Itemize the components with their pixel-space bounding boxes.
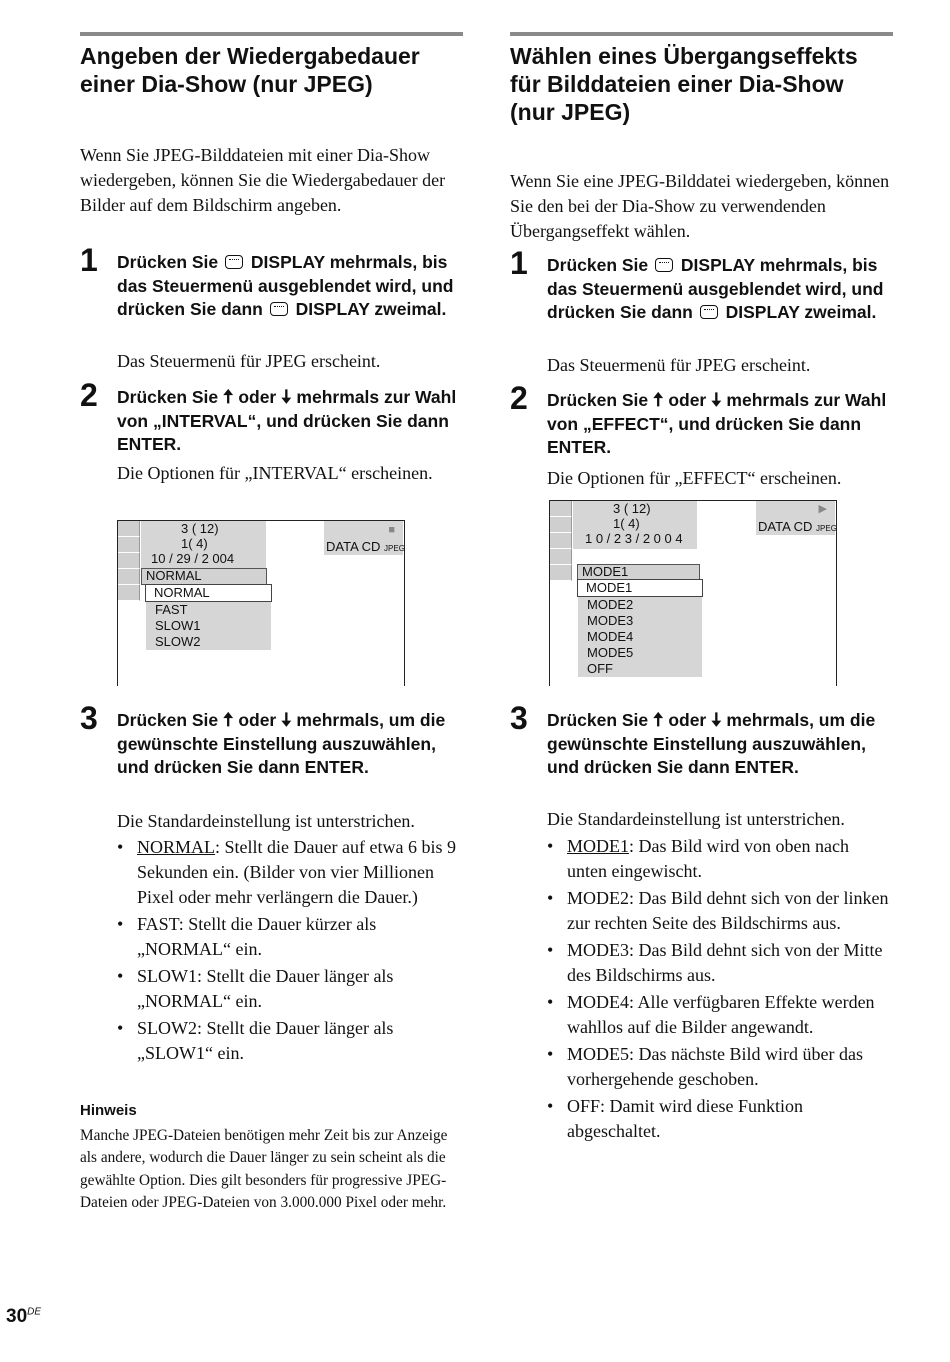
display-button-icon (700, 305, 718, 319)
step-number: 2 (510, 380, 528, 416)
display-button-icon (225, 255, 243, 269)
display-button-icon (655, 258, 673, 272)
list-item: • SLOW2: Stellt die Dauer länger als „SLOW1“ ein. (117, 1016, 463, 1066)
osd-option: MODE4 (587, 629, 634, 644)
arrow-down-icon: 🠇 (711, 390, 722, 411)
step-instruction: Drücken Sie 🠅 oder 🠇 mehrmals zur Wahl von „INTERVAL“, und drücken Sie dann ENTER. (117, 387, 457, 454)
step-number: 3 (510, 700, 528, 736)
section-rule (510, 32, 893, 36)
options-list (117, 835, 463, 1068)
list-item: • MODE1: Das Bild wird von oben nach unten eingewischt. (547, 834, 893, 884)
step-instruction: Drücken Sie 🠅 oder 🠇 mehrmals, um die gewünschte Einstellung auszuwählen, und drücken Sie dann ENTER. (547, 710, 876, 777)
step-number: 3 (80, 700, 98, 736)
osd-option: MODE5 (587, 645, 634, 660)
osd-option: MODE1 (577, 579, 703, 597)
osd-option: SLOW1 (155, 618, 201, 633)
osd-option: FAST (155, 602, 188, 617)
arrow-up-icon: 🠅 (653, 390, 664, 411)
step-number: 1 (80, 242, 98, 278)
hint-text: Manche JPEG-Dateien benötigen mehr Zeit bis zur Anzeige als andere, wodurch die Dauer länger zu sein scheint als die gewählte Option. Dies gilt besonders für progressive JPEG-Dateien oder JPEG-Dateien von 3.000.000 Pixel oder mehr. (80, 1127, 448, 1211)
osd-option: MODE3 (587, 613, 634, 628)
list-item: • OFF: Damit wird diese Funktion abgeschaltet. (547, 1094, 893, 1144)
arrow-down-icon: 🠇 (711, 710, 722, 731)
step-number: 1 (510, 245, 528, 281)
list-item: • MODE2: Das Bild dehnt sich von der linken zur rechten Seite des Bildschirms aus. (547, 886, 893, 936)
osd-option: SLOW2 (155, 634, 201, 649)
list-item: • FAST: Stellt die Dauer kürzer als „NORMAL“ ein. (117, 912, 463, 962)
step-instruction: Drücken Sie 🠅 oder 🠇 mehrmals zur Wahl von „EFFECT“, und drücken Sie dann ENTER. (547, 390, 887, 457)
section-title: Wählen eines Übergangseffekts für Bilddateien einer Dia-Show (nur JPEG) (510, 43, 858, 125)
arrow-down-icon: 🠇 (281, 710, 292, 731)
section-rule (80, 32, 463, 36)
osd-screen (117, 520, 405, 686)
osd-options-list (578, 579, 702, 677)
osd-status-panel: ▶ DATA CD JPEG (758, 503, 837, 534)
osd-option: OFF (587, 661, 613, 676)
osd-screen (549, 500, 837, 686)
display-button-icon (270, 302, 288, 316)
osd-option: NORMAL (145, 584, 272, 602)
list-item: • NORMAL: Stellt die Dauer auf etwa 6 bis 9 Sekunden ein. (Bilder von vier Millionen Pixel oder mehr verlängern die Dauer.) (117, 835, 463, 910)
section-title: Angeben der Wiedergabedauer einer Dia-Show (nur JPEG) (80, 43, 420, 97)
intro-paragraph: Wenn Sie JPEG-Bilddateien mit einer Dia-Show wiedergeben, können Sie die Wiedergabedauer der Bilder auf dem Bildschirm angeben. (80, 145, 446, 215)
step-instruction: Drücken Sie 🠅 oder 🠇 mehrmals, um die gewünschte Einstellung auszuwählen, und drücken Sie dann ENTER. (117, 710, 446, 777)
osd-selected-item: MODE1 (577, 564, 700, 580)
osd-menu-icons (550, 501, 572, 581)
options-list (547, 834, 893, 1146)
step-result: Die Standardeinstellung ist unterstrichen. (117, 811, 415, 831)
osd-menu-icons (118, 521, 140, 601)
step-result: Das Steuermenü für JPEG erscheint. (117, 351, 381, 371)
step-instruction: Drücken Sie DISPLAY mehrmals, bis das Steuermenü ausgeblendet wird, und drücken Sie dann DISPLAY zweimal. (117, 252, 454, 319)
list-item: • SLOW1: Stellt die Dauer länger als „NORMAL“ ein. (117, 964, 463, 1014)
osd-selected-item: NORMAL (141, 568, 267, 585)
arrow-up-icon: 🠅 (223, 710, 234, 731)
step-number: 2 (80, 377, 98, 413)
arrow-down-icon: 🠇 (281, 387, 292, 408)
step-result: Das Steuermenü für JPEG erscheint. (547, 355, 811, 375)
list-item: • MODE4: Alle verfügbaren Effekte werden wahllos auf die Bilder angewandt. (547, 990, 893, 1040)
intro-paragraph: Wenn Sie eine JPEG-Bilddatei wiedergeben, können Sie den bei der Dia-Show zu verwendenden Übergangseffekt wählen. (510, 171, 890, 241)
page-number: 30DE (6, 1306, 42, 1327)
list-item: • MODE5: Das nächste Bild wird über das vorhergehende geschoben. (547, 1042, 893, 1092)
step-result: Die Optionen für „INTERVAL“ erscheinen. (117, 463, 433, 483)
step-instruction: Drücken Sie DISPLAY mehrmals, bis das Steuermenü ausgeblendet wird, und drücken Sie dann DISPLAY zweimal. (547, 255, 884, 322)
osd-option: MODE2 (587, 597, 634, 612)
osd-info-panel: 3 ( 12) 1( 4) 10 / 29 / 2 004 (141, 521, 266, 568)
arrow-up-icon: 🠅 (223, 387, 234, 408)
step-result: Die Standardeinstellung ist unterstrichen. (547, 809, 845, 829)
step-result: Die Optionen für „EFFECT“ erscheinen. (547, 468, 842, 488)
list-item: • MODE3: Das Bild dehnt sich von der Mitte des Bildschirms aus. (547, 938, 893, 988)
hint-title: Hinweis (80, 1102, 137, 1119)
play-icon: ▶ (818, 503, 827, 515)
osd-options-list (146, 584, 271, 650)
arrow-up-icon: 🠅 (653, 710, 664, 731)
osd-info-panel: 3 ( 12) 1( 4) 1 0 / 2 3 / 2 0 0 4 (573, 501, 697, 549)
stop-icon: ■ (388, 524, 395, 536)
osd-status-panel: ■ DATA CD JPEG (324, 521, 403, 555)
